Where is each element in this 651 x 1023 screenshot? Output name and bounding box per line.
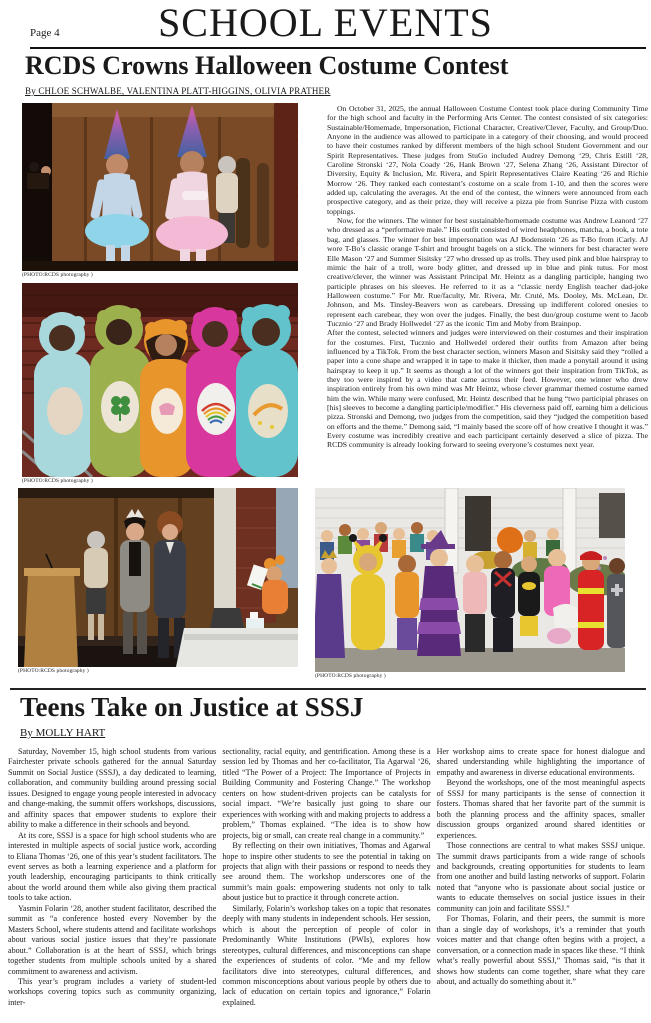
stage-judging-image — [18, 488, 298, 667]
article-divider-rule — [10, 688, 646, 690]
article2-paragraph: Similarly, Folarin’s workshop takes on a topic that resonates deeply with many students in independent schools. Her session, which is about the perception of people of color in Predominantly White Institutions (PWIs), explores how stereotypes, cultural differences, and misconceptions can shape the experiences of students of color. “Me and my fellow facilitators dive into stereotypes, cultural differences, and common misconceptions about various people by others due to lack of education on certain topics and ignorance,” Folarin explained. — [222, 903, 431, 1007]
article2-paragraph: Beyond the workshops, one of the most meaningful aspects of SSSJ for many participants is the sense of connection it fosters. Thomas shared that her favorite part of the summit is both the planning process and the affinity spaces, smaller discussion groups organized around shared identities or experiences. — [436, 778, 645, 840]
article2-paragraph: At its core, SSSJ is a space for high school students who are interested in multiple aspects of social justice work, according to Eliana Thomas ‘26, one of this year’s student facilitators. The event serves as both a learning experience and a platform for youth leadership, encouraging participants to think critically about the world around them while also giving them practical tools to take action. — [8, 830, 217, 903]
article2-column-3 — [437, 747, 645, 1008]
article2-paragraph: Saturday, November 15, high school students from various Fairchester private schools gathered for the annual Saturday Summit on Social Justice (SSSJ), a day dedicated to learning, collaboration, and community building around pressing social issues. Designed to engage young people interested in advocacy and change-making, the summit offers workshops, discussions, and affinity spaces that empower students to explore their ability to make a difference in their schools and beyond. — [8, 747, 217, 830]
article2-paragraph: This year’s program includes a variety of student-led workshops covering topics such as community organizing, inter- — [8, 976, 217, 1007]
article2-column-1 — [8, 747, 216, 1008]
article2-paragraph: Her workshop aims to create space for honest dialogue and shared understanding while highlighting the importance of empathy and awareness in diverse educational environments. — [436, 747, 645, 777]
article2-column-2 — [222, 747, 430, 1008]
article2-byline: By MOLLY HART — [20, 727, 106, 739]
article1-paragraph: On October 31, 2025, the annual Halloween Costume Contest took place during Community Time for the high school and faculty in the Performing Arts Center. The contest consisted of six categories: Sustainable/Homemade, Impersonation, Fictional Character, Creative/Clever, Faculty, and Group/Duo. Anyone in the audience was allowed to participate in a category of their choosing, and would proceed to have their costumes ranked by different members of the high school Student Government and our Spirit Representatives. These judges from StuGo included Audrey Demong ‘29, Chris Estill ‘28, Caroline Stronski ‘27, Nola Coady ‘26, Hank Brown ‘27, Selena Zhang ‘26, Assistant Director of Diversity, Equity & Inclusion, Mr. Rivera, and Spirit Representatives Claire Keating ‘26 and Richie Morrow ‘26. They ranked each contestant’s costume on a scale from 1-10, and then the scores were added up, calculating the averages. At the end of the contest, the winners were announced from each prospective category, and as their prize, they will receive a pizza pie from Sunrise Pizza with custom toppings. — [327, 104, 648, 216]
page-number: Page 4 — [30, 27, 60, 39]
article1-byline: By CHLOE SCHWALBE, VALENTINA PLATT-HIGGINS, OLIVIA PRATHER — [25, 86, 331, 96]
photo-carebear-costumes — [22, 283, 298, 485]
troll-costumes-image — [22, 103, 298, 271]
photo4-caption: (PHOTO:RCDS photography ) — [315, 673, 386, 679]
article1-paragraph: After the contest, selected winners and judges were interviewed on their costumes and their inspiration for the costumes. First, Tucznio and Hollwedel ordered their outfits from Amazon after being influenced by a TikTok. From the best character section, winners Mason and Sisitsky said they “rolled a paper into a cone shape and wrapped it in tape to make it thicker, then made a ponytail around it using hairspray to keep it up.” It seems as though a lot of the winners got their inspiration from TikTok, as they too were inspired by a video that came across their feed. However, one winner who drew inspiration entirely from his own mind was Mr Heintz, whose clever grammar themed costume earned him the win. While many were confused, Mr. Heintz described that he hung “two participial phrases on [his] sleeves to become a dangling participle/modifier.” His cleverness paid off, earning him a delicious pizza. Stronski and Demong, two judges from the competition, said they “judged the competition based on efforts and the theme.” Demong said, “I mainly based the score off of how creative I thought it was.” Every costume was incredibly creative and each participant certainly deserved a slice of pizza. The RCDS community is already looking forward to seeing everyone’s costumes next year. — [327, 328, 648, 450]
kids-costume-parade-image — [315, 488, 625, 672]
article2-headline: Teens Take on Justice at SSSJ — [20, 692, 364, 722]
article1-paragraph: Now, for the winners. The winner for best sustainable/homemade costume was Andrew Leanord ‘27 who dressed as a “performative male.” His outfit consisted of wired headphones, matcha, a book, a tote bag, and glasses. The winner for best impersonation was AJ Bodenstein ‘26 as T-Bo from iCarly. AJ wore T-Bo’s classic orange T-shirt and brought bagels on a stick. The winners for best character were Elle Mason ‘27 and Summer Sisitsky ‘27 who dressed up as trolls. They used pink and blue hairspray to mimic the hair of a troll, wore body glitter, and dressed up in blue and pink tutus. For most creative/clever, the winner was Assistant Principal Mr. Heintz as a dangling participle, hanging two participle phrases on his sleeves. He referred to it as a “classic nerdy English teacher dad-joke Halloween costume.” For Mr. Rue/faculty, Mr. Rivera, Mr. Cruté, Ms. Dooley, Ms. McLean, Dr. Johnson, and Ms. Tinsley-Beavers won as carebears. Dressing up indifferent colored onesies to represent each carebear, they won over the judges. Finally, the best duo/group costume went to Jacob Tucznio ‘27 and Brady Hollwedel ‘27 as the iconic Tim and Moby from Brainpop. — [327, 216, 648, 328]
photo1-caption: (PHOTO:RCDS photography ) — [22, 272, 93, 278]
photo-kids-costume-parade — [315, 488, 625, 680]
article2-paragraph: sectionality, racial equity, and gentrification. Among these is a session led by Thomas and her co-facilitator, Tia Agarwal ‘26, titled “The Power of a Project: The Importance of Projects in Building Community and Fostering Change.” The workshop centers on how student-driven projects can be catalysts for social impact. “We’re basically just going to share our experiences with working with and making projects to address a problem,” Thomas explained. “The idea is to show how projects, big or small, can create real change in a community.” — [222, 747, 431, 840]
photo-troll-costumes — [22, 103, 298, 279]
article2-paragraph: For Thomas, Folarin, and their peers, the summit is more than a single day of workshops, it’s a reminder that youth voices matter and that change often begins with a project, a conversation, or a connection made in spaces like these. “I think what’s really powerful about SSSJ,” Thomas said, “is that it shows how students can come together, share what they care about, and actually do something about it.” — [436, 914, 645, 986]
carebear-costumes-image — [22, 283, 298, 477]
article1-body — [327, 104, 648, 450]
article2-paragraph: By reflecting on their own initiatives, Thomas and Agarwal hope to inspire other students to see the potential in taking on projects that align with their passions or respond to needs they see around them. The workshop underscores one of the summit’s main goals: empowering students not only to talk about justice but to practice it through concrete action. — [222, 841, 431, 903]
masthead-rule — [30, 47, 646, 49]
article2-columns — [8, 747, 645, 1008]
photo-stage-judging — [18, 488, 298, 675]
article1-headline: RCDS Crowns Halloween Costume Contest — [25, 51, 509, 80]
photo2-caption: (PHOTO:RCDS photography ) — [22, 478, 93, 484]
article2-paragraph: Yasmin Folarin ‘28, another student facilitator, described the summit as “a conference hosted every November by the Masters School, where students attend and facilitate workshops about various social justice issues that they’re passionate about.” Collaboration is at the heart of SSSJ, which brings together students from multiple schools united by a shared commitment to awareness and activism. — [8, 903, 217, 976]
article2-paragraph: Those connections are central to what makes SSSJ unique. The summit draws participants from a wide range of schools and backgrounds, creating opportunities for students to learn from one another and build lasting networks of support. Folarin noted that “anyone who is passionate about social justice or wants to educate themselves on social justice issues in their community can join and facilitate SSSJ.” — [436, 841, 645, 913]
photo3-caption: (PHOTO:RCDS photography ) — [18, 668, 89, 674]
masthead-title: SCHOOL EVENTS — [158, 0, 493, 45]
